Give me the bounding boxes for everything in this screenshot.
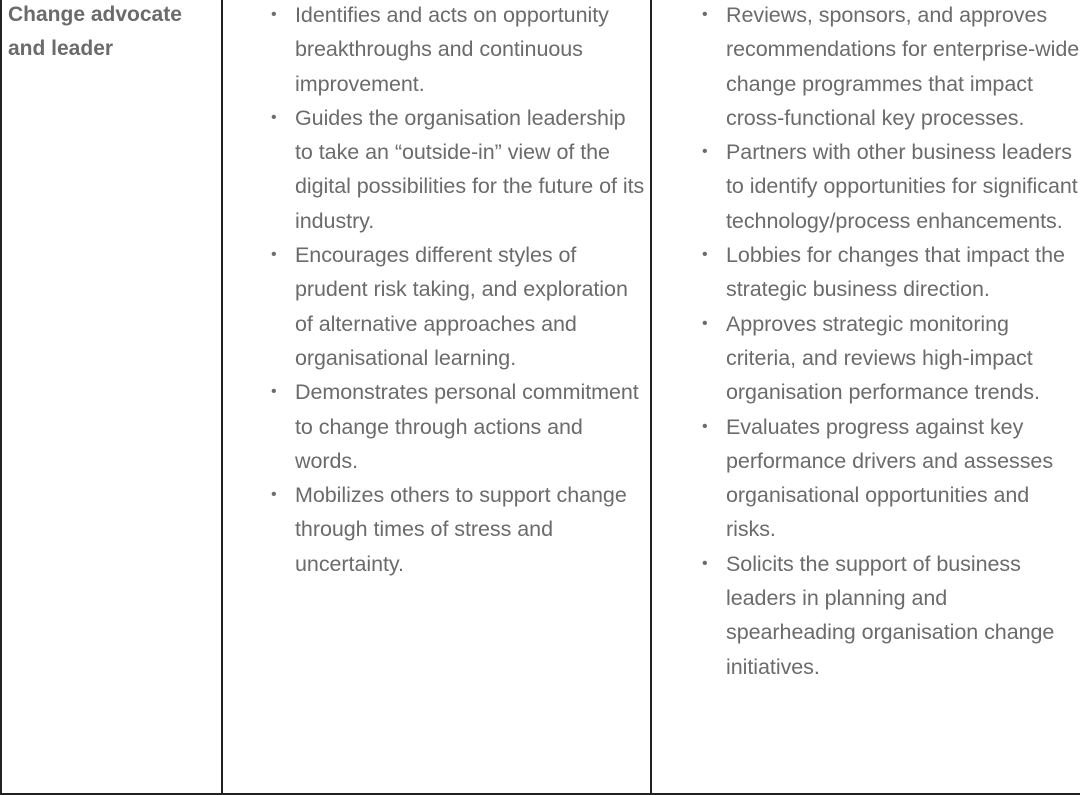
bullet-icon: • — [702, 554, 708, 572]
bullet-icon: • — [702, 314, 708, 332]
middle-column-cell — [222, 0, 651, 794]
list-item — [702, 410, 1080, 547]
list-item-text: Solicits the support of business leaders in planning and spearheading organisation change initiatives. — [726, 551, 1055, 679]
list-item — [271, 101, 645, 238]
list-item-text: Mobilizes others to support change through times of stress and uncertainty. — [295, 483, 627, 576]
middle-bullet-list — [271, 0, 645, 581]
list-item — [702, 0, 1080, 135]
list-item — [702, 547, 1080, 684]
list-item-text: Encourages different styles of prudent risk taking, and exploration of alternative approaches and organisational learning. — [295, 243, 628, 370]
row-heading — [2, 0, 221, 66]
row-heading-line-1: Change advocate — [8, 3, 182, 26]
bullet-icon: • — [702, 417, 708, 435]
bullet-icon: • — [271, 6, 277, 23]
list-item-text: Approves strategic monitoring criteria, and reviews high-impact organisation performance trends. — [726, 311, 1040, 405]
list-item-text: Evaluates progress against key performance drivers and assesses organisational opportunities and risks. — [726, 414, 1054, 542]
bullet-icon: • — [702, 246, 708, 264]
table-row — [1, 0, 1080, 794]
right-column-cell — [651, 0, 1080, 794]
right-bullet-list — [702, 0, 1080, 684]
list-item-text: Demonstrates personal commitment to change through actions and words. — [295, 380, 639, 473]
bullet-icon: • — [271, 246, 277, 264]
list-item-text: Lobbies for changes that impact the strategic business direction. — [726, 243, 1065, 302]
row-heading-cell — [1, 0, 222, 794]
list-item — [271, 478, 645, 581]
bullet-icon: • — [702, 143, 708, 161]
bullet-icon: • — [271, 108, 277, 126]
list-item — [271, 0, 645, 101]
bullet-icon: • — [271, 383, 277, 401]
list-item-text: Guides the organisation leadership to take an “outside-in” view of the digital possibilities for the future of its industry. — [295, 105, 645, 233]
bullet-icon: • — [271, 486, 277, 504]
bullet-icon: • — [702, 6, 708, 23]
list-item-text: Identifies and acts on opportunity breakthroughs and continuous improvement. — [295, 3, 609, 96]
row-heading-line-2: and leader — [8, 37, 114, 60]
list-item — [271, 238, 645, 375]
list-item — [702, 307, 1080, 410]
list-item-text: Reviews, sponsors, and approves recommendations for enterprise-wide change programmes that impact cross-functional key processes. — [726, 3, 1080, 130]
list-item — [702, 135, 1080, 238]
list-item — [271, 375, 645, 478]
list-item-text: Partners with other business leaders to identify opportunities for significant technology/process enhancements. — [726, 140, 1078, 233]
list-item — [702, 238, 1080, 307]
